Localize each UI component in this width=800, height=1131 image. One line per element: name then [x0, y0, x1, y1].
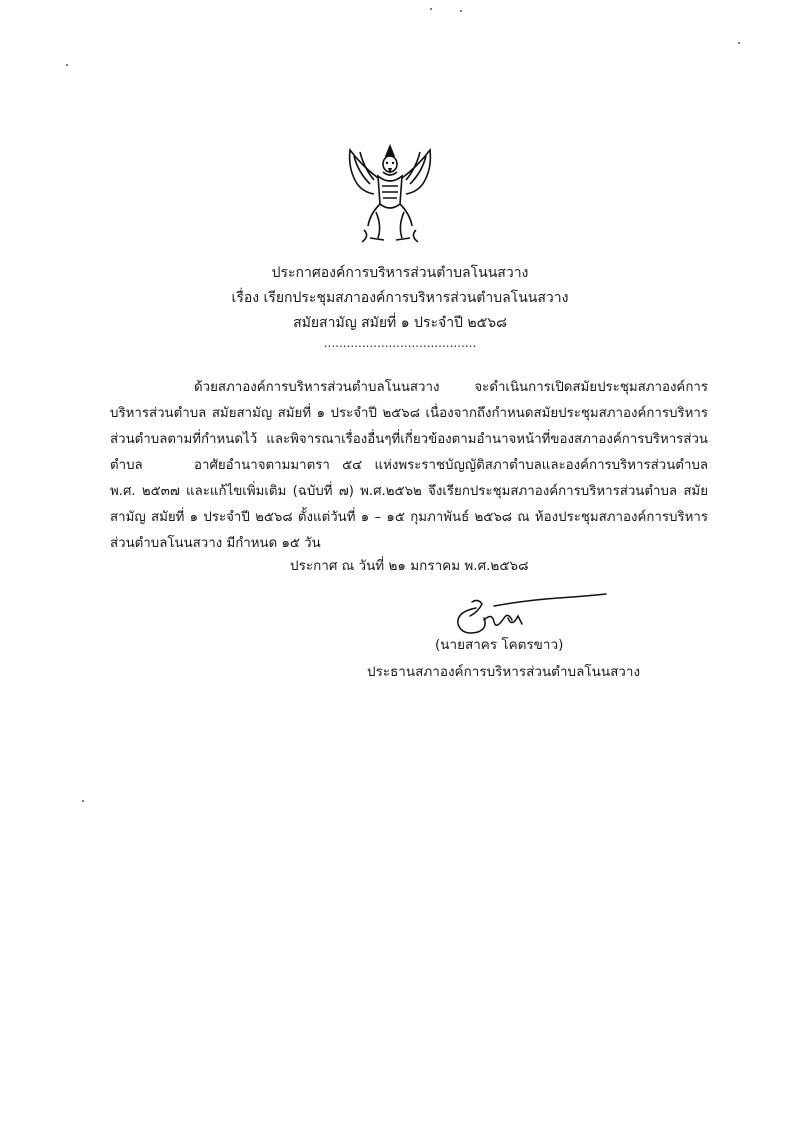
- signatory-name: (นายสาคร โคตรขาว): [435, 637, 564, 653]
- paragraph-text: อาศัยอำนาจตามมาตรา ๕๔ แห่งพระราชบัญญัติสภาตำบลและองค์การบริหารส่วนตำบล พ.ศ. ๒๕๓๗ และแก้ไขเพิ่มเติม (ฉบับที่ ๗) พ.ศ.๒๕๖๒ จึงเรียกประชุมสภาองค์การบริหารส่วนตำบล สมัยสามัญ สมัยที่ ๑ ประจำปี ๒๕๖๘ ตั้งแต่วันที่ ๑ – ๑๕ กุมภาพันธ์ ๒๕๖๘ ณ ห้องประชุมสภาองค์การบริหารส่วนตำบลโนนสวาง มีกำหนด ๑๕ วัน: [110, 458, 708, 551]
- announcement-session: สมัยสามัญ สมัยที่ ๑ ประจำปี ๒๕๖๘: [293, 315, 507, 331]
- paragraph-text: ด้วยสภาองค์การบริหารส่วนตำบลโนนสวาง จะดำเนินการเปิดสมัยประชุมสภาองค์การบริหารส่วนตำบล สมัยสามัญ สมัยที่ ๑ ประจำปี ๒๕๖๘ เนื่องจากถึงกำหนดสมัยประชุมสภาองค์การบริหารส่วนตำบลตามที่กำหนดไว้ และพิจารณาเรื่องอื่นๆที่เกี่ยวข้องตามอำนาจหน้าที่ของสภาองค์การบริหารส่วนตำบล: [110, 380, 708, 473]
- garuda-emblem-icon: [340, 142, 440, 250]
- scan-speck: [460, 10, 462, 12]
- body-paragraph-2: [110, 453, 708, 557]
- title-separator: ........................................: [323, 336, 477, 350]
- scan-speck: [66, 64, 68, 66]
- announcement-date: ประกาศ ณ วันที่ ๒๑ มกราคม พ.ศ.๒๕๖๘: [290, 558, 529, 574]
- announcement-title: ประกาศองค์การบริหารส่วนตำบลโนนสวาง: [271, 265, 529, 281]
- scan-speck: [430, 8, 432, 10]
- announcement-subject: เรื่อง เรียกประชุมสภาองค์การบริหารส่วนตำบลโนนสวาง: [231, 290, 569, 306]
- signatory-position: ประธานสภาองค์การบริหารส่วนตำบลโนนสวาง: [367, 664, 641, 680]
- scan-speck: [82, 800, 84, 802]
- scan-speck: [738, 42, 740, 44]
